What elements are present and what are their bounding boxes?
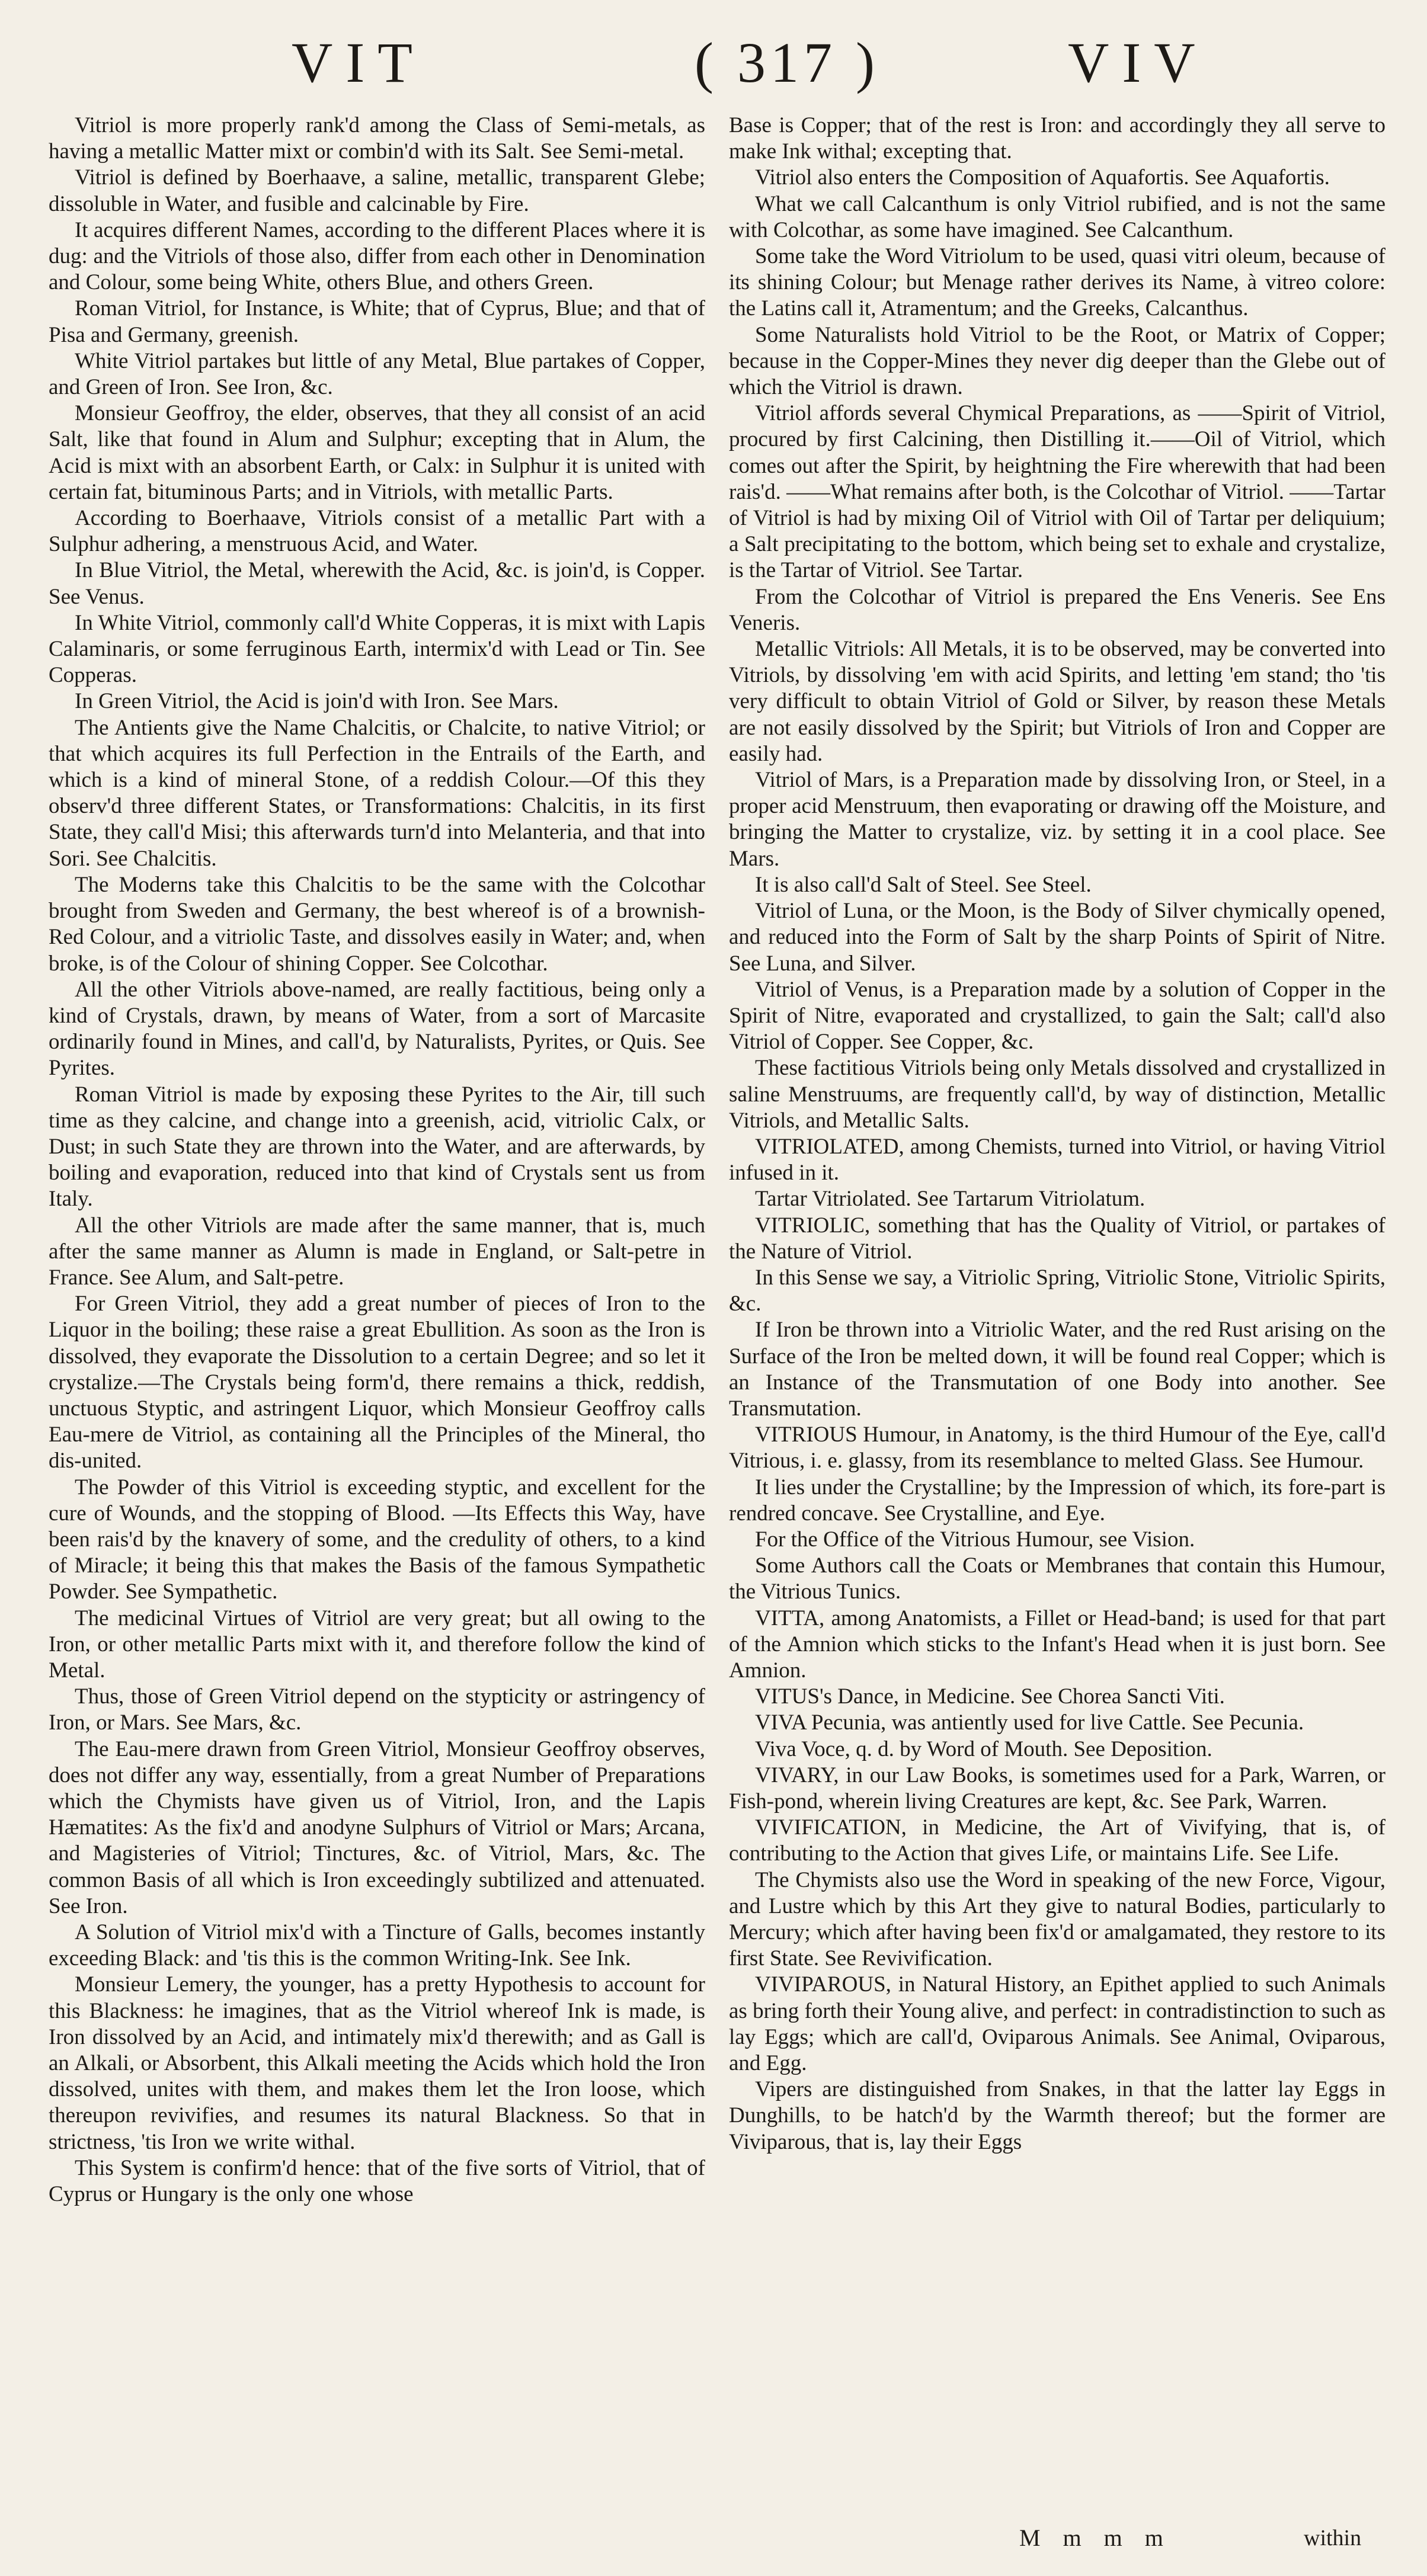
paragraph: The Eau-mere drawn from Green Vitriol, Monsieur Geoffroy observes, does not differ any way, essentially, from a great Number of Preparations which the Chymists have given us of Vitriol, Iron, and the Lapis Hæmatites: As the fix'd and anodyne Sulphurs of Vitriol or Mars; Arcana, and Magisteries of Vitriol; Tinctures, &c. of Vitriol, Mars, &c. The common Basis of all which is Iron exceedingly subtilized and attenuated. See Iron. [49,1736,705,1918]
paragraph: The Moderns take this Chalcitis to be the same with the Colcothar brought from Sweden and Germany, the best whereof is of a brownish-Red Colour, and a vitriolic Taste, and dissolves easily in Water; and, when broke, is of the Colour of shining Copper. See Colcothar. [49,872,705,976]
paragraph: Vitriol affords several Chymical Preparations, as ——Spirit of Vitriol, procured by first Calcining, then Distilling it.——Oil of Vitriol, which comes out after the Spirit, by heightning the Fire wherewith that had been rais'd. ——What remains after both, is the Colcothar of Vitriol. ——Tartar of Vitriol is had by mixing Oil of Vitriol with Oil of Tartar per deliquium; a Salt precipitating to the bottom, which being set to exhale and crystalize, is the Tartar of Vitriol. See Tartar. [729,401,1386,583]
paragraph: Base is Copper; that of the rest is Iron: and accordingly they all serve to make Ink withal; excepting that. [729,113,1386,164]
paragraph: All the other Vitriols are made after the same manner, that is, much after the same manner as Alumn is made in England, or Salt-petre in France. See Alum, and Salt-petre. [49,1213,705,1290]
paragraph: VITUS's Dance, in Medicine. See Chorea Sancti Viti. [755,1684,1225,1709]
paragraph: This System is confirm'd hence: that of the five sorts of Vitriol, that of Cyprus or Hungary is the only one whose [49,2155,705,2207]
paragraph: It lies under the Crystalline; by the Impression of which, its fore-part is rendred concave. See Crystalline, and Eye. [729,1475,1386,1526]
paragraph: VITTA, among Anatomists, a Fillet or Head-band; is used for that part of the Amnion which sticks to the Infant's Head when it is just born. See Amnion. [729,1606,1386,1683]
paragraph: VITRIOLIC, something that has the Quality of Vitriol, or partakes of the Nature of Vitriol. [729,1213,1386,1264]
paragraph: For the Office of the Vitrious Humour, see Vision. [755,1527,1195,1552]
paragraph: According to Boerhaave, Vitriols consist of a metallic Part with a Sulphur adhering, a menstruous Acid, and Water. [49,506,705,557]
paragraph: White Vitriol partakes but little of any Metal, Blue partakes of Copper, and Green of Iron. See Iron, &c. [49,348,705,400]
paragraph: Thus, those of Green Vitriol depend on the stypticity or astringency of Iron, or Mars. See Mars, &c. [49,1684,705,1735]
paragraph: VITRIOUS Humour, in Anatomy, is the third Humour of the Eye, call'd Vitrious, i. e. glassy, from its resemblance to melted Glass. See Humour. [729,1422,1386,1473]
paragraph: Vitriol of Venus, is a Preparation made by a solution of Copper in the Spirit of Nitre, evaporated and crystallized, to gain the Salt; call'd also Vitriol of Copper. See Copper, &c. [729,977,1386,1055]
paragraph: VIVIFICATION, in Medicine, the Art of Vivifying, that is, of contributing to the Action that gives Life, or maintains Life. See Life. [729,1815,1386,1866]
paragraph: In White Vitriol, commonly call'd White Copperas, it is mixt with Lapis Calaminaris, or some ferruginous Earth, intermix'd with Lead or Tin. See Copperas. [49,610,705,688]
paragraph: Tartar Vitriolated. See Tartarum Vitriolatum. [755,1187,1146,1212]
paragraph: Roman Vitriol is made by exposing these Pyrites to the Air, till such time as they calcine, and change into a greenish, acid, vitriolic Calx, or Dust; in such State they are thrown into the Water, and are afterwards, by boiling and evaporation, reduced into that kind of Crystals sent us from Italy. [49,1082,705,1212]
paragraph: In this Sense we say, a Vitriolic Spring, Vitriolic Stone, Vitriolic Spirits, &c. [729,1265,1386,1316]
paragraph: Vitriol is more properly rank'd among the Class of Semi-metals, as having a metallic Matter mixt or combin'd with its Salt. See Semi-metal. [49,113,705,164]
paragraph: What we call Calcanthum is only Vitriol rubified, and is not the same with Colcothar, as some have imagined. See Calcanthum. [729,191,1386,242]
right-column [729,113,1386,2207]
paragraph: A Solution of Vitriol mix'd with a Tincture of Galls, becomes instantly exceeding Black: and 'tis this is the common Writing-Ink. See Ink. [49,1920,705,1971]
paragraph: Roman Vitriol, for Instance, is White; that of Cyprus, Blue; and that of Pisa and Germany, greenish. [49,296,705,347]
paragraph: VIVARY, in our Law Books, is sometimes used for a Park, Warren, or Fish-pond, wherein living Creatures are kept, &c. See Park, Warren. [729,1763,1386,1814]
paragraph: Vitriol of Luna, or the Moon, is the Body of Silver chymically opened, and reduced into the Form of Salt by the sharp Points of Spirit of Nitre. See Luna, and Silver. [729,899,1386,976]
signature-mark: M m m m [1019,2524,1172,2551]
paragraph: It acquires different Names, according to the different Places where it is dug: and the Vitriols of those also, differ from each other in Denomination and Colour, some being White, others Blue, and others Green. [49,217,705,295]
paragraph: Vipers are distinguished from Snakes, in that the latter lay Eggs in Dunghills, to be hatch'd by the Warmth thereof; but the former are Viviparous, that is, lay their Eggs [729,2077,1386,2154]
paragraph: In Blue Vitriol, the Metal, wherewith the Acid, &c. is join'd, is Copper. See Venus. [49,558,705,609]
text-columns [49,113,1386,2207]
paragraph: Some Authors call the Coats or Membranes that contain this Humour, the Vitrious Tunics. [729,1553,1386,1604]
paragraph: All the other Vitriols above-named, are really factitious, being only a kind of Crystals, drawn, by means of Water, from a sort of Marcasite ordinarily found in Mines, and call'd, by Naturalists, Pyrites, or Quis. See Pyrites. [49,977,705,1081]
paragraph: Some take the Word Vitriolum to be used, quasi vitri oleum, because of its shining Colour; but Menage rather derives its Name, à vitreo colore: the Latins call it, Atramentum; and the Greeks, Calcanthus. [729,244,1386,321]
paragraph: The Chymists also use the Word in speaking of the new Force, Vigour, and Lustre which by this Art they give to natural Bodies, particularly to Mercury; which after having been fix'd or amalgamated, they restore to its first State. See Revivification. [729,1867,1386,1971]
paragraph: It is also call'd Salt of Steel. See Steel. [755,872,1092,897]
paragraph: VIVA Pecunia, was antiently used for live Cattle. See Pecunia. [755,1710,1304,1735]
paragraph: Some Naturalists hold Vitriol to be the Root, or Matrix of Copper; because in the Copper-Mines they never dig deeper than the Glebe out of which the Vitriol is drawn. [729,322,1386,400]
paragraph: Metallic Vitriols: All Metals, it is to be observed, may be converted into Vitriols, by dissolving 'em with acid Spirits, and letting 'em stand; tho 'tis very difficult to obtain Vitriol of Gold or Silver, by reason these Metals are not easily dissolved by the Spirit; but Vitriols of Iron and Copper are easily had. [729,637,1386,766]
paragraph: Vitriol is defined by Boerhaave, a saline, metallic, transparent Glebe; dissoluble in Water, and fusible and calcinable by Fire. [49,165,705,216]
paragraph: VIVIPAROUS, in Natural History, an Epithet applied to such Animals as bring forth their Young alive, and perfect: in contradistinction to such as lay Eggs; which are call'd, Oviparous Animals. See Animal, Oviparous, and Egg. [729,1972,1386,2076]
paragraph: If Iron be thrown into a Vitriolic Water, and the red Rust arising on the Surface of the Iron be melted down, it will be found real Copper; which is an Instance of the Transmutation of one Body into another. See Transmutation. [729,1318,1386,1421]
header-left-word: VIT [292,31,425,94]
paragraph: VITRIOLATED, among Chemists, turned into Vitriol, or having Vitriol infused in it. [729,1134,1386,1186]
paragraph: Monsieur Geoffroy, the elder, observes, that they all consist of an acid Salt, like that found in Alum and Sulphur; excepting that in Alum, the Acid is mixt with an absorbent Earth, or Calx: in Sulphur it is united with certain fat, bituminous Parts; and in Vitriols, with metallic Parts. [49,401,705,504]
paragraph: The Antients give the Name Chalcitis, or Chalcite, to native Vitriol; or that which acquires its full Perfection in the Entrails of the Earth, and which is a kind of mineral Stone, of a reddish Colour.—Of this they observ'd three different States, or Transformations: Chalcitis, in its first State, they call'd Misi; this afterwards turn'd into Melanteria, and that into Sori. See Chalcitis. [49,715,705,871]
paragraph: The Powder of this Vitriol is exceeding styptic, and excellent for the cure of Wounds, and the stopping of Blood. —Its Effects this Way, have been rais'd by the knavery of some, and the credulity of others, to a kind of Miracle; it being this that makes the Basis of the famous Sympathetic Powder. See Sympathetic. [49,1475,705,1604]
running-header [49,30,1386,113]
paragraph: Vitriol of Mars, is a Preparation made by dissolving Iron, or Steel, in a proper acid Menstruum, then evaporating or drawing off the Moisture, and bringing the Matter to crystalize, viz. by setting it in a cool place. See Mars. [729,768,1386,871]
paragraph: The medicinal Virtues of Vitriol are very great; but all owing to the Iron, or other metallic Parts mixt with it, and therefore follow the kind of Metal. [49,1606,705,1683]
paragraph: Viva Voce, q. d. by Word of Mouth. See Deposition. [755,1736,1212,1761]
paragraph: Monsieur Lemery, the younger, has a pretty Hypothesis to account for this Blackness: he imagines, that as the Vitriol whereof Ink is made, is Iron dissolved by an Acid, and intimately mix'd therewith; and as Gall is an Alkali, or Absorbent, this Alkali meeting the Acids which hold the Iron dissolved, unites with them, and makes them let the Iron loose, which thereupon revivifies, and resumes its natural Blackness. So that in strictness, 'tis Iron we write withal. [49,1972,705,2154]
header-right-word: VIV [1068,31,1208,94]
left-column [49,113,705,2207]
paragraph: In Green Vitriol, the Acid is join'd with Iron. See Mars. [75,689,559,714]
paragraph: From the Colcothar of Vitriol is prepared the Ens Veneris. See Ens Veneris. [729,584,1386,635]
catchword: within [1304,2526,1362,2551]
page-number: ( 317 ) [695,31,879,94]
paragraph: Vitriol also enters the Composition of Aquafortis. See Aquafortis. [755,165,1330,190]
paragraph: For Green Vitriol, they add a great number of pieces of Iron to the Liquor in the boiling; these raise a great Ebullition. As soon as the Iron is dissolved, they evaporate the Dissolution to a certain Degree; and so let it crystalize.—The Crystals being form'd, there remains a thick, reddish, unctuous Styptic, and astringent Liquor, which Monsieur Geoffroy calls Eau-mere de Vitriol, as containing all the Principles of the Mineral, tho dis-united. [49,1292,705,1473]
paragraph: These factitious Vitriols being only Metals dissolved and crystallized in saline Menstruums, are frequently call'd, by way of distinction, Metallic Vitriols, and Metallic Salts. [729,1056,1386,1133]
